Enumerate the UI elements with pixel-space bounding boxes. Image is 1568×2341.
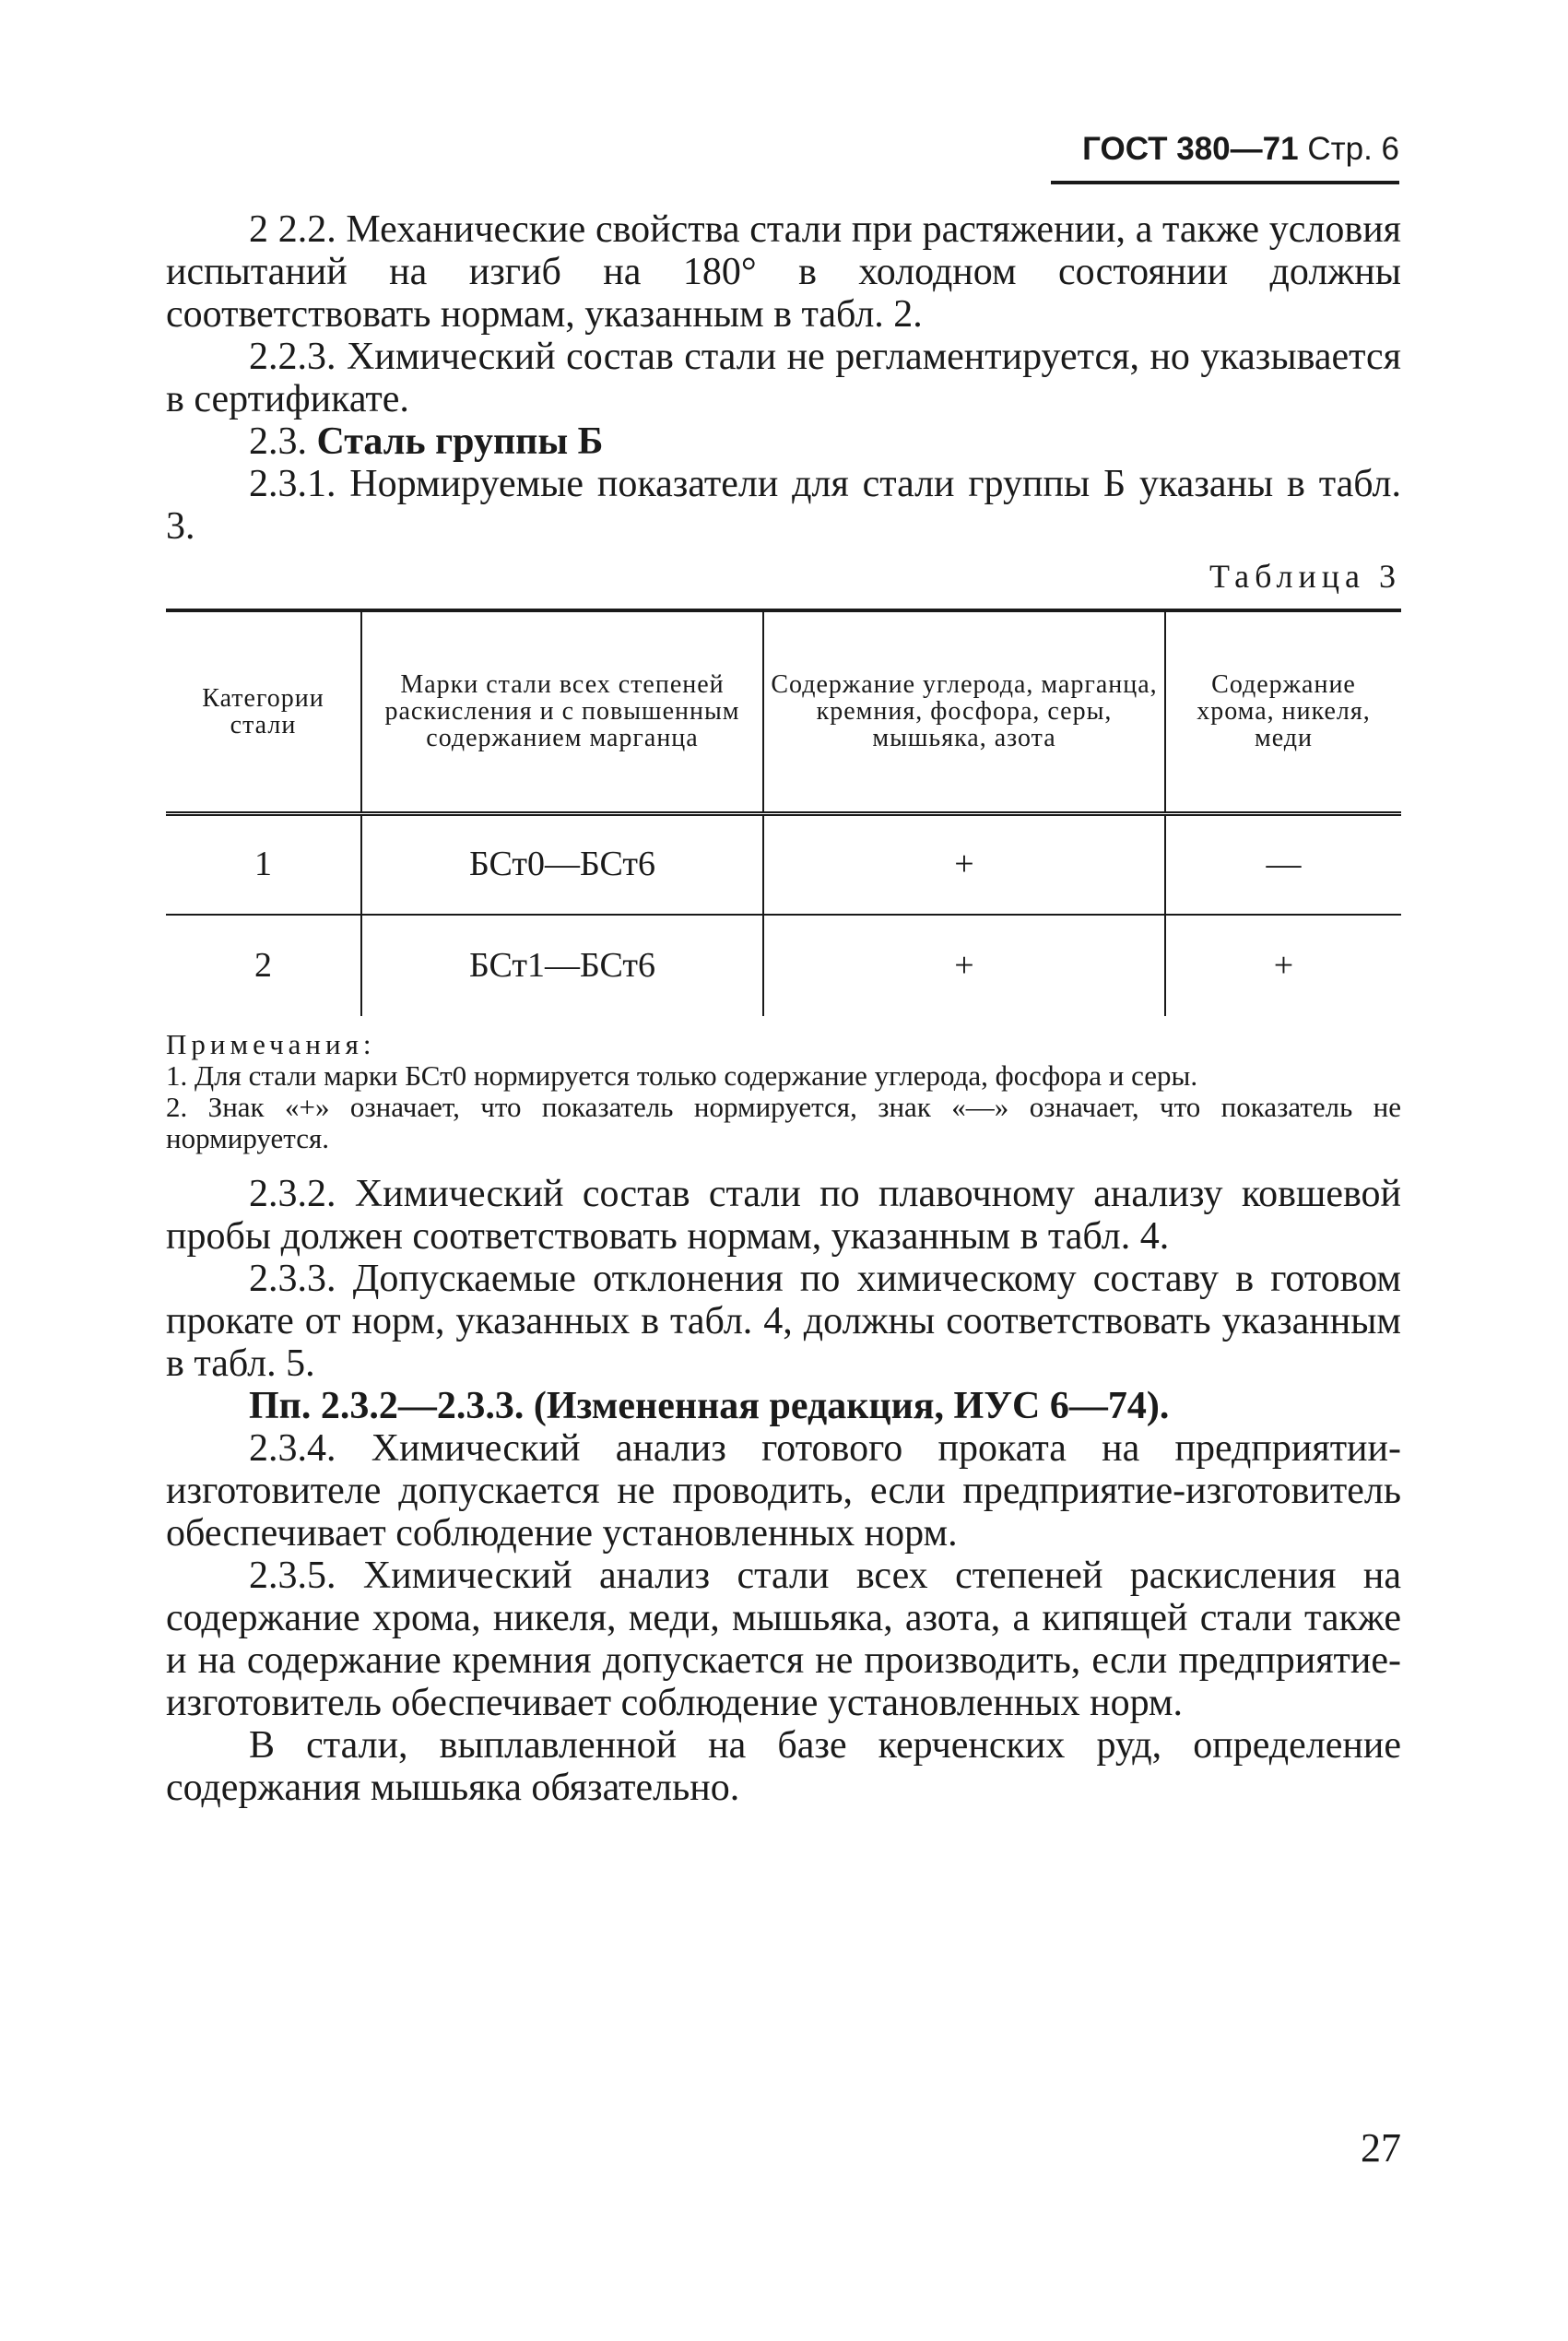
paragraph-kerch-ore: В стали, выплавленной на базе керченских руд, определение содержания мышьяка обязательно.: [166, 1724, 1401, 1809]
page-body: [166, 208, 1401, 1809]
paragraph-2-3-5: 2.3.5. Химический анализ стали всех степеней раскисления на содержание хрома, никеля, меди, мышьяка, азота, а кипящей стали также и на содержание кремния допускается не производить, если предприятие-изготовитель обеспечивает соблюдение установленных норм.: [166, 1555, 1401, 1724]
paragraph-2-3-4: 2.3.4. Химический анализ готового проката на предприятии-изготовителе допускается не проводить, если предприятие-изготовитель обеспечивает соблюдение установленных норм.: [166, 1427, 1401, 1555]
section-heading-2-3: [166, 420, 1401, 463]
header-categories: Категории стали: [166, 610, 361, 813]
cell-carbon-mark: +: [763, 813, 1165, 915]
table-notes: [166, 1029, 1401, 1154]
cell-grade: БСт1—БСт6: [361, 915, 763, 1016]
cell-chromium-mark: +: [1165, 915, 1401, 1016]
paragraph-2-2-3: 2.2.3. Химический состав стали не регламентируется, но указывается в сертификате.: [166, 336, 1401, 420]
table-row: [166, 813, 1401, 915]
table-caption: Таблица 3: [1209, 558, 1401, 595]
header-gost-number: ГОСТ 380—71: [1082, 131, 1299, 167]
paragraph-2-2-2: 2 2.2. Механические свойства стали при растяжении, а также условия испытаний на изгиб на 180° в холодном состоянии должны соответствовать нормам, указанным в табл. 2.: [166, 208, 1401, 336]
section-number: 2.3.: [249, 420, 307, 463]
cell-category: 2: [166, 915, 361, 1016]
cell-carbon-mark: +: [763, 915, 1165, 1016]
page-number: 27: [1361, 2125, 1401, 2170]
cell-category: 1: [254, 845, 272, 884]
header-steel-grades: Марки стали всех степеней раскисления и с повышенным содержанием марганца: [361, 610, 763, 813]
header-chromium-content: Содержание хрома, никеля, меди: [1165, 610, 1401, 813]
note-1: 1. Для стали марки БСт0 нормируется только содержание углерода, фосфора и серы.: [166, 1059, 1198, 1092]
paragraph-2-3-2: 2.3.2. Химический состав стали по плавочному анализу ковшевой пробы должен соответствовать нормам, указанным в табл. 4.: [166, 1173, 1401, 1258]
notes-title: Примечания:: [166, 1028, 376, 1060]
table-3: [166, 609, 1401, 1016]
header-page-label: Стр. 6: [1307, 131, 1399, 167]
section-title: Сталь группы Б: [316, 420, 604, 463]
paragraph-2-3-3: 2.3.3. Допускаемые отклонения по химическому составу в готовом прокате от норм, указанных в табл. 4, должны соответствовать указанным в табл. 5.: [166, 1258, 1401, 1385]
note-2: 2. Знак «+» означает, что показатель нормируется, знак «—» означает, что показатель не нормируется.: [166, 1091, 1401, 1154]
running-header: [1051, 131, 1399, 184]
paragraph-2-3-1: 2.3.1. Нормируемые показатели для стали группы Б указаны в табл. 3.: [166, 463, 1401, 548]
header-carbon-content: Содержание углерода, марганца, кремния, фосфора, серы, мышьяка, азота: [763, 610, 1165, 813]
cell-chromium-mark: —: [1165, 813, 1401, 915]
table-header-row: [166, 610, 1401, 813]
amendment-note: Пп. 2.3.2—2.3.3. (Измененная редакция, ИУС 6—74).: [249, 1385, 1170, 1427]
table-row: [166, 915, 1401, 1016]
cell-grade: БСт0—БСт6: [361, 813, 763, 915]
